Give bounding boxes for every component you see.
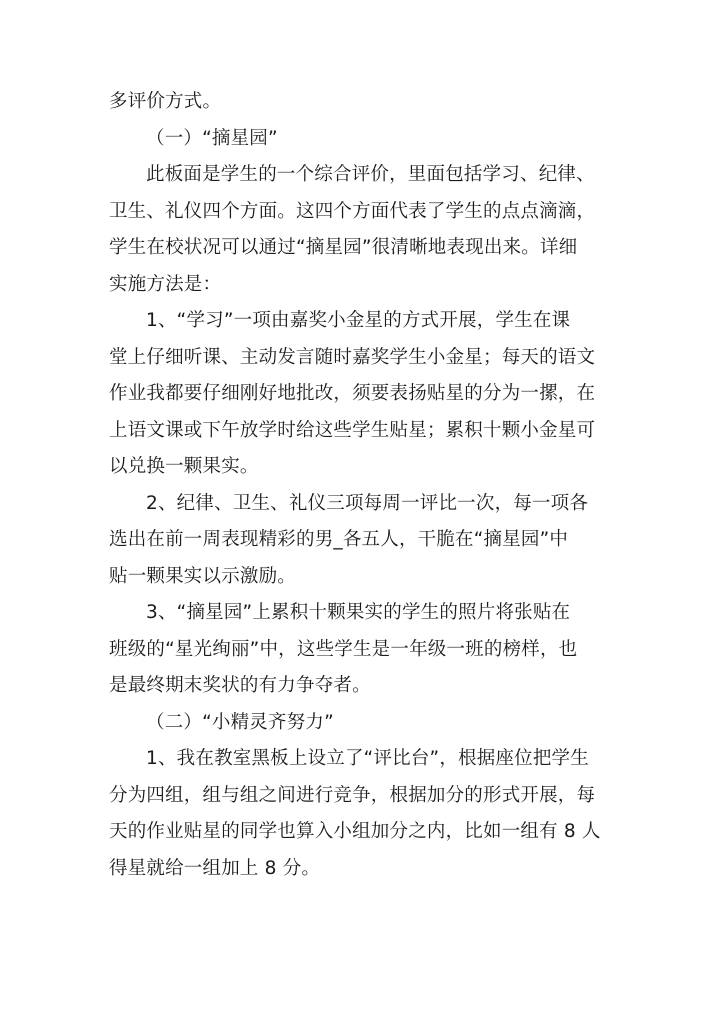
section-heading: （一）“摘星园” (146, 127, 278, 149)
text-line: 多评价方式。 (109, 91, 222, 112)
text-line: 天的作业贴星的同学也算入小组加分之内，比如一组有 8 人 (109, 821, 601, 842)
text-line: 得星就给一组加上 8 分。 (109, 857, 321, 879)
text-line: 2、纪律、卫生、礼仪三项每周一评比一次，每一项各 (146, 492, 589, 514)
text-line: 以兑换一颗果实。 (109, 456, 259, 477)
text-line: 堂上仔细听课、主动发言随时嘉奖学生小金星；每天的语文 (109, 346, 596, 368)
document-body (109, 84, 614, 887)
text-line: 1、我在教室黑板上设立了“评比台”，根据座位把学生 (146, 748, 589, 769)
text-line: 卫生、礼仪四个方面。这四个方面代表了学生的点点滴滴， (109, 200, 596, 222)
text-line: 是最终期末奖状的有力争夺者。 (109, 675, 371, 696)
text-line: 分为四组，组与组之间进行竞争，根据加分的形式开展，每 (109, 784, 596, 806)
text-line: 上语文课或下午放学时给这些学生贴星；累积十颗小金星可 (109, 419, 596, 441)
text-line: 作业我都要仔细刚好地批改，须要表扬贴星的分为一摞，在 (109, 383, 596, 404)
text-line: 实施方法是： (109, 273, 222, 295)
section-heading: （二）“小精灵齐努力” (146, 711, 334, 733)
text-line: 此板面是学生的一个综合评价，里面包括学习、纪律、 (146, 164, 595, 185)
text-line: 学生在校状况可以通过“摘星园”很清晰地表现出来。详细 (109, 237, 578, 258)
text-line: 1、“学习”一项由嘉奖小金星的方式开展，学生在课 (146, 310, 571, 331)
text-line: 3、“摘星园”上累积十颗果实的学生的照片将张贴在 (146, 602, 571, 623)
text-line: 班级的“星光绚丽”中，这些学生是一年级一班的榜样，也 (109, 638, 578, 660)
text-line: 选出在前一周表现精彩的男_各五人，干脆在“摘星园”中 (109, 529, 569, 550)
text-line: 贴一颗果实以示激励。 (109, 565, 297, 587)
